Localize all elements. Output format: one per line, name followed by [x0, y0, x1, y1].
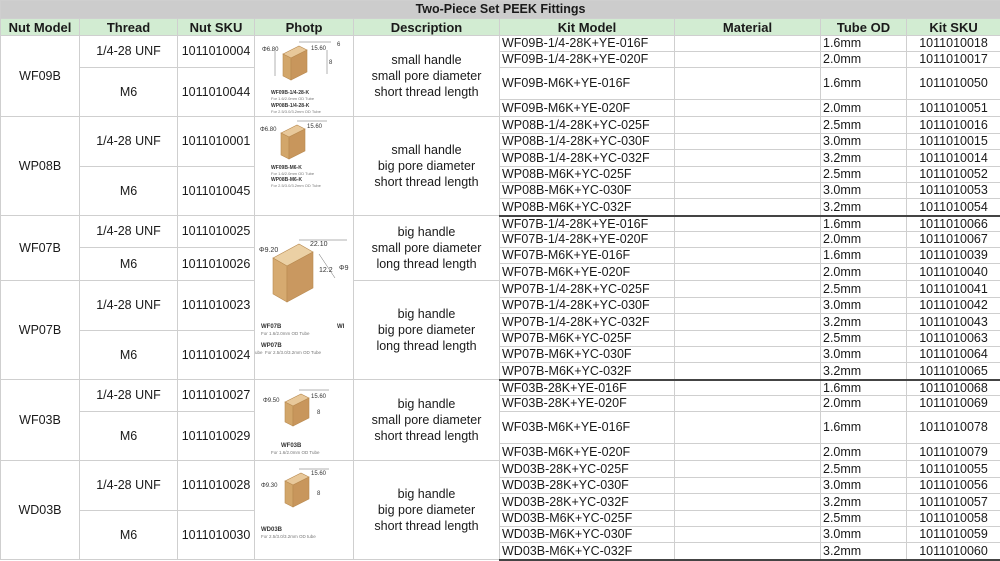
nut-sku-cell: 1011010029 [178, 412, 255, 461]
material-cell [675, 347, 821, 363]
title-row [1, 1, 1000, 19]
kit-model-cell: WF07B-M6K+YE-020F [500, 264, 675, 281]
kit-sku-cell: 1011010056 [907, 478, 1000, 494]
material-cell [675, 298, 821, 314]
table-body [1, 36, 1000, 560]
kit-sku-cell: 1011010041 [907, 281, 1000, 298]
fitting-drawing-icon [255, 461, 352, 541]
kit-model-cell: WP07B-1/4-28K+YC-032F [500, 314, 675, 331]
kit-sku-cell: 1011010050 [907, 68, 1000, 100]
tube-od-cell: 3.2mm [821, 543, 907, 560]
fitting-drawing-icon [255, 216, 352, 376]
material-cell [675, 396, 821, 412]
photo-cell [255, 216, 354, 380]
nut-sku-cell: 1011010001 [178, 117, 255, 167]
kit-sku-cell: 1011010015 [907, 134, 1000, 150]
table-row [1, 36, 1000, 52]
kit-sku-cell: 1011010018 [907, 36, 1000, 52]
kit-model-cell: WP08B-1/4-28K+YC-025F [500, 117, 675, 134]
svg-text:ube: ube [255, 350, 263, 355]
kit-model-cell: WF03B-28K+YE-020F [500, 396, 675, 412]
description-line: big handle [354, 486, 499, 502]
nut-sku-cell: 1011010027 [178, 380, 255, 412]
svg-text:Φ9: Φ9 [339, 265, 349, 272]
material-cell [675, 363, 821, 380]
photo-cell [255, 380, 354, 461]
fitting-drawing-icon [255, 117, 352, 187]
tube-od-cell: 1.6mm [821, 216, 907, 232]
table-row [1, 281, 1000, 298]
svg-text:WP08B-1/4-28-K: WP08B-1/4-28-K [271, 103, 310, 109]
tube-od-cell: 3.0mm [821, 134, 907, 150]
tube-od-cell: 1.6mm [821, 380, 907, 396]
tube-od-cell: 2.0mm [821, 52, 907, 68]
tube-od-cell: 2.0mm [821, 232, 907, 248]
kit-model-cell: WP07B-M6K+YC-032F [500, 363, 675, 380]
material-cell [675, 183, 821, 199]
tube-od-cell: 3.2mm [821, 150, 907, 167]
table-row [1, 511, 1000, 527]
svg-text:Φ6.80: Φ6.80 [260, 127, 277, 133]
material-cell [675, 68, 821, 100]
kit-model-cell: WD03B-M6K+YC-030F [500, 527, 675, 543]
thread-cell: 1/4-28 UNF [80, 281, 178, 331]
description-line: big pore diameter [354, 158, 499, 174]
fitting-photo-wf03b [255, 380, 353, 460]
svg-text:For 1.6/2.0mm OD Tube: For 1.6/2.0mm OD Tube [271, 171, 315, 176]
description-cell [354, 117, 500, 216]
material-cell [675, 167, 821, 183]
header-photo: Photp [255, 19, 354, 36]
tube-od-cell: 2.0mm [821, 396, 907, 412]
header-material: Material [675, 19, 821, 36]
svg-text:Φ9.50: Φ9.50 [263, 398, 280, 404]
svg-text:Φ9.20: Φ9.20 [259, 247, 278, 254]
svg-text:15.60: 15.60 [307, 124, 323, 130]
kit-sku-cell: 1011010079 [907, 444, 1000, 461]
nut-model-cell: WF07B [1, 216, 80, 281]
header-kit-model: Kit Model [500, 19, 675, 36]
table-row [1, 68, 1000, 100]
tube-od-cell: 2.5mm [821, 281, 907, 298]
kit-model-cell: WP08B-1/4-28K+YC-032F [500, 150, 675, 167]
svg-text:WI: WI [337, 324, 345, 330]
description-line: big handle [354, 306, 499, 322]
fitting-drawing-icon [255, 36, 352, 102]
kit-model-cell: WF09B-M6K+YE-020F [500, 100, 675, 117]
description-line: long thread length [354, 256, 499, 272]
nut-sku-cell: 1011010023 [178, 281, 255, 331]
material-cell [675, 444, 821, 461]
fitting-photo-big [255, 216, 353, 376]
description-cell [354, 281, 500, 380]
description-line: small handle [354, 142, 499, 158]
svg-text:8: 8 [317, 410, 321, 416]
table-row [1, 331, 1000, 347]
dim-diameter: Φ6.80 [262, 47, 279, 53]
svg-text:Φ9.30: Φ9.30 [261, 483, 278, 489]
kit-sku-cell: 1011010051 [907, 100, 1000, 117]
material-cell [675, 232, 821, 248]
kit-sku-cell: 1011010059 [907, 527, 1000, 543]
svg-text:WD03B: WD03B [261, 527, 283, 533]
svg-text:WF09B-1/4-28-K: WF09B-1/4-28-K [271, 90, 309, 96]
description-cell [354, 36, 500, 117]
kit-sku-cell: 1011010055 [907, 461, 1000, 478]
kit-model-cell: WF03B-M6K+YE-020F [500, 444, 675, 461]
kit-sku-cell: 1011010053 [907, 183, 1000, 199]
nut-model-cell: WP08B [1, 117, 80, 216]
description-line: small handle [354, 52, 499, 68]
tube-od-cell: 1.6mm [821, 36, 907, 52]
nut-sku-cell: 1011010025 [178, 216, 255, 248]
description-line: small pore diameter [354, 240, 499, 256]
svg-text:8: 8 [317, 491, 321, 497]
nut-sku-cell: 1011010026 [178, 248, 255, 281]
material-cell [675, 314, 821, 331]
nut-sku-cell: 1011010004 [178, 36, 255, 68]
kit-sku-cell: 1011010065 [907, 363, 1000, 380]
svg-text:WF03B: WF03B [281, 443, 302, 449]
thread-cell: M6 [80, 331, 178, 380]
thread-cell: 1/4-28 UNF [80, 216, 178, 248]
svg-text:15.60: 15.60 [311, 46, 327, 52]
tube-od-cell: 3.0mm [821, 527, 907, 543]
kit-model-cell: WP08B-M6K+YC-025F [500, 167, 675, 183]
header-nut-model: Nut Model [1, 19, 80, 36]
description-line: short thread length [354, 84, 499, 100]
svg-text:WF09B-M6-K: WF09B-M6-K [271, 165, 302, 171]
kit-sku-cell: 1011010016 [907, 117, 1000, 134]
photo-cell [255, 461, 354, 560]
tube-od-cell: 3.2mm [821, 199, 907, 216]
tube-od-cell: 2.5mm [821, 461, 907, 478]
material-cell [675, 461, 821, 478]
thread-cell: 1/4-28 UNF [80, 380, 178, 412]
kit-model-cell: WP07B-1/4-28K+YC-030F [500, 298, 675, 314]
nut-model-cell: WD03B [1, 461, 80, 560]
kit-model-cell: WF07B-1/4-28K+YE-016F [500, 216, 675, 232]
header-tube-od: Tube OD [821, 19, 907, 36]
kit-sku-cell: 1011010067 [907, 232, 1000, 248]
tube-od-cell: 3.0mm [821, 347, 907, 363]
table-row [1, 461, 1000, 478]
tube-od-cell: 2.5mm [821, 117, 907, 134]
kit-model-cell: WP07B-M6K+YC-030F [500, 347, 675, 363]
thread-cell: M6 [80, 248, 178, 281]
thread-cell: 1/4-28 UNF [80, 461, 178, 511]
nut-sku-cell: 1011010030 [178, 511, 255, 560]
thread-cell: M6 [80, 412, 178, 461]
svg-text:15.60: 15.60 [311, 394, 327, 400]
kit-model-cell: WD03B-28K+YC-030F [500, 478, 675, 494]
tube-od-cell: 2.0mm [821, 264, 907, 281]
description-line: big pore diameter [354, 502, 499, 518]
table-row [1, 117, 1000, 134]
kit-model-cell: WP07B-M6K+YC-025F [500, 331, 675, 347]
kit-sku-cell: 1011010066 [907, 216, 1000, 232]
kit-sku-cell: 1011010068 [907, 380, 1000, 396]
header-nut-sku: Nut SKU [178, 19, 255, 36]
tube-od-cell: 1.6mm [821, 68, 907, 100]
tube-od-cell: 2.0mm [821, 444, 907, 461]
header-row [1, 19, 1000, 36]
kit-sku-cell: 1011010064 [907, 347, 1000, 363]
table-row [1, 412, 1000, 444]
material-cell [675, 543, 821, 560]
kit-sku-cell: 1011010078 [907, 412, 1000, 444]
kit-model-cell: WP07B-1/4-28K+YC-025F [500, 281, 675, 298]
tube-od-cell: 1.6mm [821, 412, 907, 444]
description-line: short thread length [354, 428, 499, 444]
nut-model-cell: WP07B [1, 281, 80, 380]
tube-od-cell: 2.0mm [821, 100, 907, 117]
table-title: Two-Piece Set PEEK Fittings [1, 1, 1000, 19]
description-cell [354, 380, 500, 461]
kit-model-cell: WF09B-1/4-28K+YE-016F [500, 36, 675, 52]
kit-sku-cell: 1011010017 [907, 52, 1000, 68]
nut-sku-cell: 1011010028 [178, 461, 255, 511]
material-cell [675, 199, 821, 216]
kit-model-cell: WF09B-1/4-28K+YE-020F [500, 52, 675, 68]
material-cell [675, 511, 821, 527]
nut-sku-cell: 1011010044 [178, 68, 255, 117]
tube-od-cell: 2.5mm [821, 331, 907, 347]
material-cell [675, 527, 821, 543]
thread-cell: M6 [80, 167, 178, 216]
svg-text:For 1.6/2.0mm OD Tube: For 1.6/2.0mm OD Tube [271, 450, 320, 455]
kit-sku-cell: 1011010052 [907, 167, 1000, 183]
kit-model-cell: WF09B-M6K+YE-016F [500, 68, 675, 100]
kit-sku-cell: 1011010063 [907, 331, 1000, 347]
tube-od-cell: 3.2mm [821, 314, 907, 331]
kit-sku-cell: 1011010040 [907, 264, 1000, 281]
kit-model-cell: WF03B-M6K+YE-016F [500, 412, 675, 444]
material-cell [675, 117, 821, 134]
svg-text:For 1.6/2.0mm OD Tube: For 1.6/2.0mm OD Tube [261, 331, 310, 336]
material-cell [675, 100, 821, 117]
kit-model-cell: WD03B-M6K+YC-025F [500, 511, 675, 527]
svg-text:For 1.6/2.0mm OD Tube: For 1.6/2.0mm OD Tube [271, 96, 315, 101]
kit-model-cell: WF07B-1/4-28K+YE-020F [500, 232, 675, 248]
kit-sku-cell: 1011010054 [907, 199, 1000, 216]
svg-text:15.60: 15.60 [311, 471, 327, 477]
description-line: big handle [354, 224, 499, 240]
table-row [1, 380, 1000, 396]
thread-cell: M6 [80, 68, 178, 117]
description-line: big pore diameter [354, 322, 499, 338]
table-row [1, 216, 1000, 232]
description-line: big handle [354, 396, 499, 412]
description-line: small pore diameter [354, 68, 499, 84]
material-cell [675, 412, 821, 444]
photo-cell [255, 117, 354, 216]
description-line: short thread length [354, 174, 499, 190]
svg-text:8: 8 [329, 60, 333, 66]
material-cell [675, 494, 821, 511]
nut-model-cell: WF03B [1, 380, 80, 461]
material-cell [675, 264, 821, 281]
material-cell [675, 331, 821, 347]
svg-text:For 2.5/3.0/3.2mm OD tube: For 2.5/3.0/3.2mm OD tube [261, 534, 316, 539]
kit-sku-cell: 1011010060 [907, 543, 1000, 560]
svg-text:For 2.5/3.0/3.2mm OD Tube: For 2.5/3.0/3.2mm OD Tube [265, 350, 322, 355]
header-kit-sku: Kit SKU [907, 19, 1000, 36]
photo-cell [255, 36, 354, 117]
tube-od-cell: 2.5mm [821, 167, 907, 183]
fitting-drawing-icon [255, 380, 352, 460]
svg-text:For 2.5/3.0/3.2mm OD Tube: For 2.5/3.0/3.2mm OD Tube [271, 183, 322, 187]
kit-model-cell: WD03B-M6K+YC-032F [500, 543, 675, 560]
svg-text:WF07B: WF07B [261, 324, 282, 330]
material-cell [675, 36, 821, 52]
kit-model-cell: WD03B-28K+YC-032F [500, 494, 675, 511]
description-cell [354, 461, 500, 560]
description-line: short thread length [354, 518, 499, 534]
svg-text:22.10: 22.10 [310, 241, 328, 248]
table-row [1, 167, 1000, 183]
kit-sku-cell: 1011010042 [907, 298, 1000, 314]
header-thread: Thread [80, 19, 178, 36]
kit-sku-cell: 1011010039 [907, 248, 1000, 264]
nut-model-cell: WF09B [1, 36, 80, 117]
material-cell [675, 134, 821, 150]
kit-sku-cell: 1011010069 [907, 396, 1000, 412]
kit-model-cell: WP08B-1/4-28K+YC-030F [500, 134, 675, 150]
kit-model-cell: WF07B-M6K+YE-016F [500, 248, 675, 264]
thread-cell: 1/4-28 UNF [80, 36, 178, 68]
tube-od-cell: 3.0mm [821, 298, 907, 314]
fitting-photo-small [255, 36, 353, 116]
kit-sku-cell: 1011010057 [907, 494, 1000, 511]
kit-model-cell: WD03B-28K+YC-025F [500, 461, 675, 478]
table-row [1, 248, 1000, 264]
kit-model-cell: WP08B-M6K+YC-030F [500, 183, 675, 199]
thread-cell: 1/4-28 UNF [80, 117, 178, 167]
material-cell [675, 248, 821, 264]
tube-od-cell: 3.2mm [821, 494, 907, 511]
material-cell [675, 281, 821, 298]
kit-sku-cell: 1011010058 [907, 511, 1000, 527]
svg-text:WP08B-M6-K: WP08B-M6-K [271, 177, 303, 183]
material-cell [675, 478, 821, 494]
tube-od-cell: 3.0mm [821, 478, 907, 494]
description-line: small pore diameter [354, 412, 499, 428]
material-cell [675, 380, 821, 396]
material-cell [675, 150, 821, 167]
nut-sku-cell: 1011010045 [178, 167, 255, 216]
kit-model-cell: WF03B-28K+YE-016F [500, 380, 675, 396]
material-cell [675, 216, 821, 232]
header-description: Description [354, 19, 500, 36]
description-cell [354, 216, 500, 281]
kit-sku-cell: 1011010014 [907, 150, 1000, 167]
kit-model-cell: WP08B-M6K+YC-032F [500, 199, 675, 216]
svg-text:For 2.5/3.0/3.2mm OD Tube: For 2.5/3.0/3.2mm OD Tube [271, 109, 322, 114]
kit-sku-cell: 1011010043 [907, 314, 1000, 331]
fitting-photo-small-m6 [255, 117, 353, 187]
tube-od-cell: 3.0mm [821, 183, 907, 199]
nut-sku-cell: 1011010024 [178, 331, 255, 380]
tube-od-cell: 3.2mm [821, 363, 907, 380]
tube-od-cell: 2.5mm [821, 511, 907, 527]
material-cell [675, 52, 821, 68]
svg-text:12.2: 12.2 [319, 267, 333, 274]
svg-text:6: 6 [337, 42, 341, 48]
thread-cell: M6 [80, 511, 178, 560]
tube-od-cell: 1.6mm [821, 248, 907, 264]
fitting-photo-wd03b [255, 461, 353, 541]
description-line: long thread length [354, 338, 499, 354]
svg-text:WP07B: WP07B [261, 343, 282, 349]
